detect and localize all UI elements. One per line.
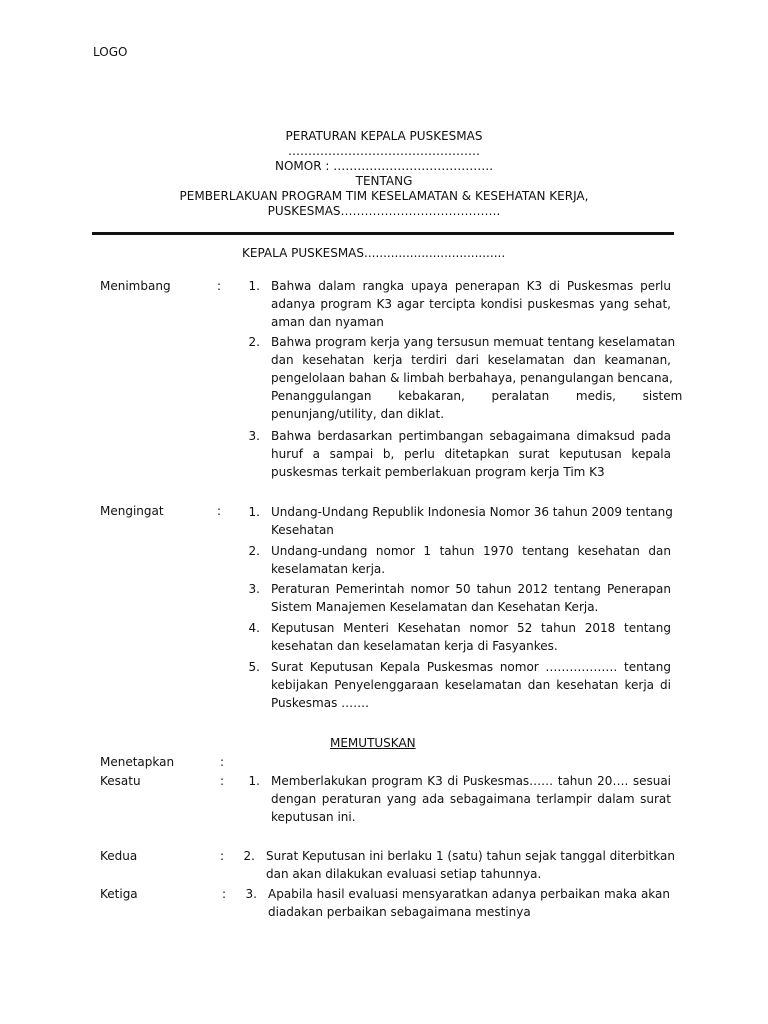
kesatu-num: 1. [248,774,260,788]
header-title: PERATURAN KEPALA PUSKESMAS [285,129,483,143]
header-tentang: TENTANG [355,174,413,188]
line: Keputusan Menteri Kesehatan nomor 52 tahun 2018 tentang [271,621,671,635]
line: Kesehatan [271,523,334,537]
document-header [84,129,684,219]
menimbang-item-2 [271,333,683,423]
line: adanya program K3 agar tercipta kondisi puskesmas yang sehat, [271,297,671,311]
mengingat-num-2: 2. [248,544,260,558]
menimbang-num-2: 2. [248,335,260,349]
line: Memberlakukan program K3 di Puskesmas…… tahun 20…. sesuai [271,774,671,788]
menimbang-item-1 [271,277,671,331]
kesatu-colon: : [220,774,225,788]
line: Sistem Manajemen Keselamatan dan Kesehatan Kerja. [271,600,599,614]
line: Bahwa berdasarkan pertimbangan sebagaimana dimaksud pada [271,429,671,443]
menimbang-colon: : [217,279,222,293]
line: huruf a sampai b, perlu ditetapkan surat keputusan kepala [271,447,671,461]
line: Apabila hasil evaluasi mensyaratkan adanya perbaikan maka akan [268,887,670,901]
menimbang-num-1: 1. [248,279,260,293]
line: Bahwa program kerja yang tersusun memuat tentang keselamatan [271,335,676,349]
kedua-text [266,847,675,883]
menetapkan-label: Menetapkan [100,755,175,769]
mengingat-label: Mengingat [100,504,164,518]
kedua-colon: : [220,849,225,863]
line: aman dan nyaman [271,315,384,329]
mengingat-colon: : [217,504,222,518]
menetapkan-colon: : [220,755,225,769]
ketiga-label: Ketiga [100,887,138,901]
line: penunjang/utility, dan diklat. [271,407,445,421]
header-dots: ………………………………………… [288,144,480,158]
line: kebijakan Penyelenggaraan keselamatan dan kesehatan kerja di [271,678,671,692]
mengingat-item-5 [271,658,671,712]
ketiga-colon: : [222,887,227,901]
line: keselamatan kerja. [271,562,386,576]
line: Bahwa dalam rangka upaya penerapan K3 di Puskesmas perlu [271,279,671,293]
menimbang-num-3: 3. [248,429,260,443]
header-nomor: NOMOR : …………………………………. [274,159,494,173]
mengingat-item-4 [271,619,671,655]
line: Surat Keputusan Kepala Puskesmas nomor ……………… tentang [271,660,671,674]
mengingat-num-5: 5. [248,660,260,674]
mengingat-item-3 [271,580,671,616]
ketiga-num: 3. [245,887,257,901]
line: pengelolaan bahan & limbah berbahaya, penangulangan bencana, [271,371,673,385]
line: dengan peraturan yang ada sebagaimana terlampir dalam surat [271,792,671,806]
line: Puskesmas ……. [271,696,369,710]
ketiga-text [268,885,670,921]
mengingat-num-4: 4. [248,621,260,635]
line: Peraturan Pemerintah nomor 50 tahun 2012 tentang Penerapan [271,582,671,596]
menimbang-item-3 [271,427,671,481]
line: Undang-undang nomor 1 tahun 1970 tentang kesehatan dan [271,544,671,558]
menimbang-label: Menimbang [100,279,171,293]
line: dan kesehatan kerja terdiri dari keselamatan dan keamanan, [271,353,671,367]
line: Surat Keputusan ini berlaku 1 (satu) tahun sejak tanggal diterbitkan [266,849,675,863]
line: kesehatan dan keselamatan kerja di Fasyankes. [271,639,558,653]
mengingat-item-2 [271,542,671,578]
mengingat-num-3: 3. [248,582,260,596]
line: dan akan dilakukan evaluasi setiap tahunnya. [266,867,542,881]
line: puskesmas terkait pemberlakuan program kerja Tim K3 [271,465,605,479]
kesatu-text [271,772,671,826]
kesatu-label: Kesatu [100,774,141,788]
logo-text: LOGO [93,45,128,59]
line: diadakan perbaikan sebagaimana mestinya [268,905,531,919]
header-subject: PEMBERLAKUAN PROGRAM TIM KESELAMATAN & KESEHATAN KERJA, [179,189,589,203]
memutuskan-heading: MEMUTUSKAN [330,736,416,750]
kedua-label: Kedua [100,849,138,863]
line: Penanggulangan kebakaran, peralatan medis, sistem [271,389,683,403]
mengingat-num-1: 1. [248,505,260,519]
kepala-puskesmas: KEPALA PUSKESMAS..................................... [242,246,506,260]
header-puskesmas: PUSKESMAS…………………………………. [267,204,501,218]
kedua-num: 2. [243,849,255,863]
header-divider [92,232,674,235]
mengingat-item-1 [271,503,671,539]
line: keputusan ini. [271,810,356,824]
line: Undang-Undang Republik Indonesia Nomor 36 tahun 2009 tentang [271,505,673,519]
